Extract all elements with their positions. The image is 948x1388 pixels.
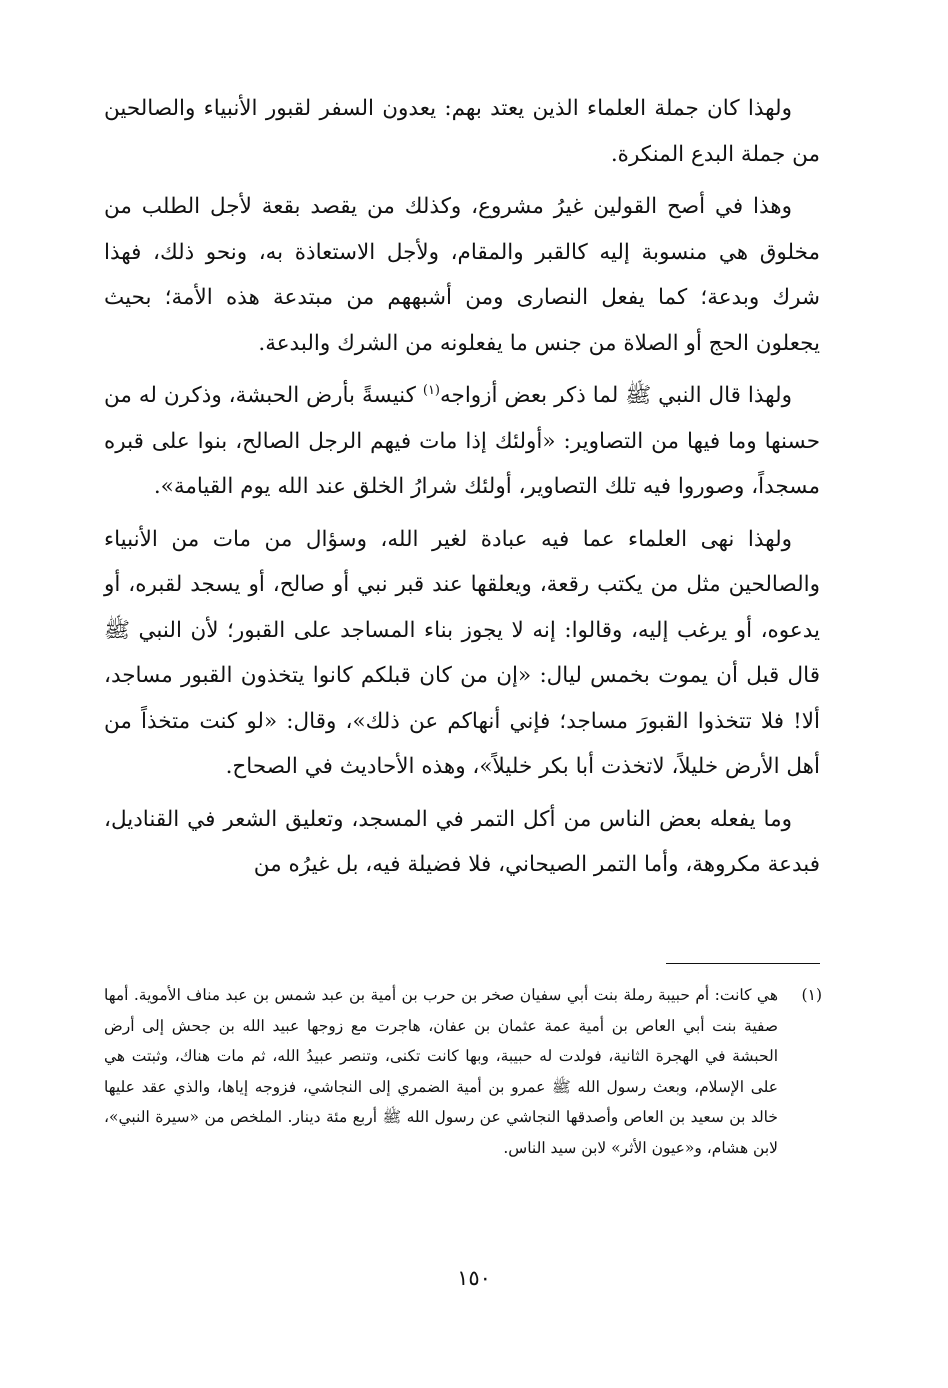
paragraph-3-text-before: ولهذا قال النبي ﷺ لما ذكر بعض أزواجه xyxy=(440,383,792,408)
paragraph-4: ولهذا نهى العلماء عما فيه عبادة لغير الله، وسؤال من مات من الأنبياء والصالحين مثل من يكتب رقعة، ويعلقها عند قبر نبي أو صالح، أو يسجد لقبره، أو يدعوه، أو يرغب إليه، وقالوا: إنه لا يجوز بناء المساجد على القبور؛ لأن النبي ﷺ قال قبل أن يموت بخمس ليال: «إن من كان قبلكم كانوا يتخذون القبور مساجد، ألا! فلا تتخذوا القبورَ مساجد؛ فإني أنهاكم عن ذلك»، وقال: «لو كنت متخذاً من أهل الأرض خليلاً، لاتخذت أبا بكر خليلاً»، وهذه الأحاديث في الصحاح. xyxy=(104,526,820,779)
page-number: ١٥٠ xyxy=(457,1266,491,1290)
footnote-separator xyxy=(666,963,820,964)
paragraph-1: ولهذا كان جملة العلماء الذين يعتد بهم: يعدون السفر لقبور الأنبياء والصالحين من جملة البدع المنكرة. xyxy=(104,96,820,167)
main-text xyxy=(104,86,820,888)
paragraph-3-text-after: كنيسةً بأرض الحبشة، وذكرن له من حسنها وما فيها من التصاوير: «أولئك إذا مات فيهم الرجل الصالح، بنوا على قبره مسجداً، وصوروا فيه تلك التصاوير، أولئك شرارُ الخلق عند الله يوم القيامة». xyxy=(104,383,820,499)
footnote-reference[interactable]: (١) xyxy=(422,382,440,398)
paragraph-3 xyxy=(104,373,820,510)
footnote-marker: (١) xyxy=(801,986,822,1004)
footnote-text: هي كانت: أم حبيبة رملة بنت أبي سفيان صخر بن حرب بن أمية بن عبد شمس بن عبد مناف الأموية. أمها صفية بنت أبي العاص بن أمية عمة عثمان بن عفان، هاجرت مع زوجها عبيد الله بن جحش إلى أرض الحبشة في الهجرة الثانية، فولدت له حبيبة، وبها كانت تكنى، وتنصر عبيدُ الله، ثم مات هناك، وثبتت هي على الإسلام، وبعث رسول الله ﷺ عمرو بن أمية الضمري إلى النجاشي، فزوجه إياها، والذي عقد عليها خالد بن سعيد بن العاص وأصدقها النجاشي عن رسول الله ﷺ أربع مئة دينار. الملخص من «سيرة النبي»، لابن هشام، و«عيون الأثر» لابن سيد الناس. xyxy=(104,986,778,1157)
paragraph-2: وهذا في أصح القولين غيرُ مشروع، وكذلك من يقصد بقعة لأجل الطلب من مخلوق هي منسوبة إليه كالقبر والمقام، ولأجل الاستعاذة به، ونحو ذلك، فهذا شرك وبدعة؛ كما يفعل النصارى ومن أشبههم من مبتدعة هذه الأمة؛ بحيث يجعلون الحج أو الصلاة من جنس ما يفعلونه من الشرك والبدعة. xyxy=(104,194,820,356)
footnote xyxy=(104,980,822,1163)
paragraph-5: وما يفعله بعض الناس من أكل التمر في المسجد، وتعليق الشعر في القناديل، فبدعة مكروهة، وأما التمر الصيحاني، فلا فضيلة فيه، بل غيرُه من xyxy=(104,806,820,877)
